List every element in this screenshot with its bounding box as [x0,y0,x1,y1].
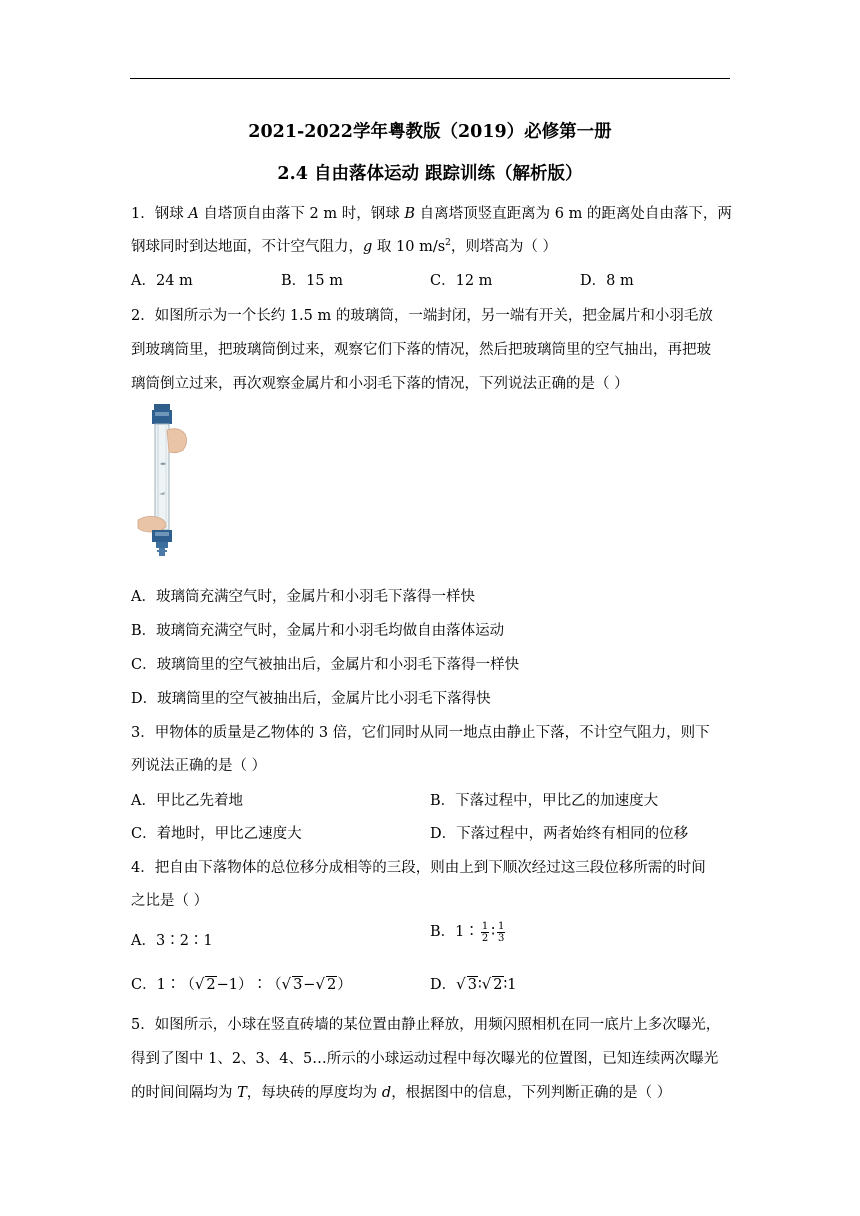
q2-option-c: C．玻璃筒里的空气被抽出后，金属片和小羽毛下落得一样快 [131,657,520,673]
q2-line-3: 璃筒倒立过来，再次观察金属片和小羽毛下落的情况，下列说法正确的是（ ） [131,376,629,392]
q1-option-b: B．15 m [281,273,343,289]
q4-option-c: C．1∶（√ 2−1）∶（√ 3−√ 2） [131,975,352,993]
q3-option-b: B．下落过程中，甲比乙的加速度大 [430,793,659,809]
q2-option-b: B．玻璃筒充满空气时，金属片和小羽毛均做自由落体运动 [131,623,505,639]
q2-line-2: 到玻璃筒里，把玻璃筒倒过来，观察它们下落的情况，然后把玻璃筒里的空气抽出，再把玻 [131,342,711,358]
q1-option-a: A．24 m [131,273,193,289]
q4-option-d: D．√ 3∶√ 2∶1 [430,975,517,993]
q3-option-d: D．下落过程中，两者始终有相同的位移 [430,826,689,842]
document-title: 2021-2022学年粤教版（2019）必修第一册 [248,122,612,142]
q1-option-c: C．12 m [430,273,493,289]
q1-line-1: 1．钢球 A 自塔顶自由落下 2 m 时，钢球 B 自离塔顶竖直距离为 6 m 的距离处自由落下，两 [131,206,732,222]
q3-option-a: A．甲比乙先着地 [131,793,243,809]
q4-line-1: 4．把自由下落物体的总位移分成相等的三段，则由上到下顺次经过这三段位移所需的时间 [131,860,706,876]
header-rule [130,78,730,79]
q5-line-3: 的时间间隔均为 T，每块砖的厚度均为 d，根据图中的信息，下列判断正确的是（ ） [131,1085,672,1101]
glass-tube-figure [134,402,192,560]
q2-line-1: 2．如图所示为一个长约 1.5 m 的玻璃筒，一端封闭，另一端有开关，把金属片和小羽毛放 [131,308,713,324]
q4-option-b: B．1∶ $\frac{1}{2}$ ∶ $\frac{1}{3}$ [430,920,505,944]
q2-option-a: A．玻璃筒充满空气时，金属片和小羽毛下落得一样快 [131,589,475,605]
q1-line-2: 钢球同时到达地面，不计空气阻力，g 取 10 $m/s^2$，则塔高为（ ） [131,238,557,255]
q5-line-2: 得到了图中 1、2、3、4、5…所示的小球运动过程中每次曝光的位置图，已知连续两次曝光 [131,1051,719,1067]
q3-line-2: 列说法正确的是（ ） [131,758,267,774]
q3-line-1: 3．甲物体的质量是乙物体的 3 倍，它们同时从同一地点由静止下落，不计空气阻力，则下 [131,725,710,741]
document-subtitle: 2.4 自由落体运动 跟踪训练（解析版） [277,164,583,184]
q2-option-d: D．玻璃筒里的空气被抽出后，金属片比小羽毛下落得快 [131,691,491,707]
q4-option-a: A．3∶2∶1 [131,933,213,949]
q5-line-1: 5．如图所示，小球在竖直砖墙的某位置由静止释放，用频闪照相机在同一底片上多次曝光， [131,1017,721,1033]
q1-option-d: D．8 m [580,273,634,289]
q4-line-2: 之比是（ ） [131,893,209,909]
q3-option-c: C．着地时，甲比乙速度大 [131,826,302,842]
